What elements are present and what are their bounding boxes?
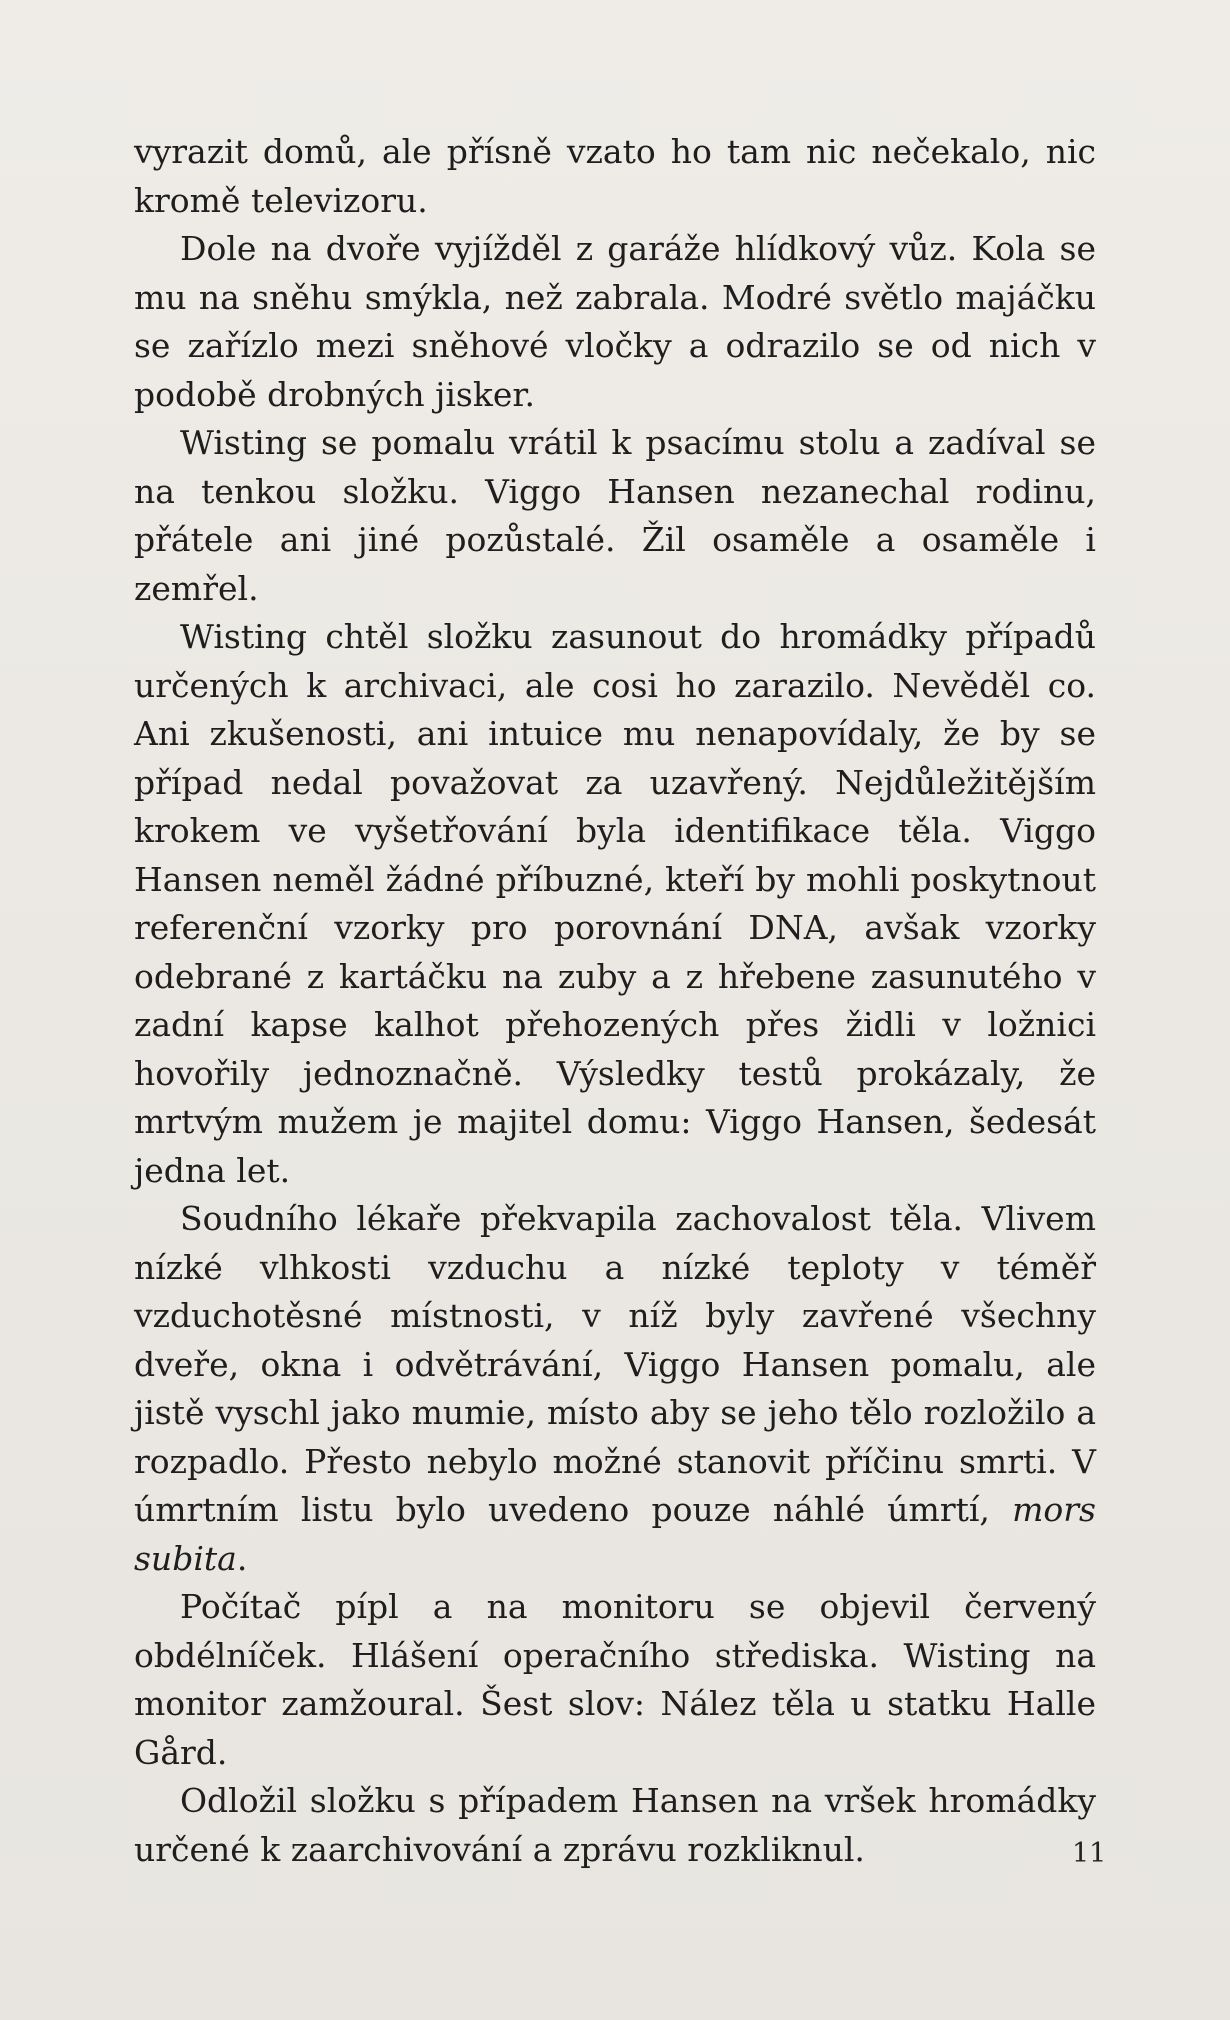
paragraph-5-italic: mors subita <box>134 1490 1096 1578</box>
page-number: 11 <box>1072 1838 1107 1869</box>
paragraph-2: Dole na dvoře vyjížděl z garáže hlídkový vůz. Kola se mu na sněhu smýkla, než zabrala. Modré světlo majáčku se zařízlo mezi sněhové vločky a odrazilo se od nich v podobě drobných jisker. <box>134 229 1096 414</box>
body-text <box>134 128 1096 1874</box>
paragraph-5-tail: . <box>236 1538 248 1578</box>
paragraph-1: vyrazit domů, ale přísně vzato ho tam nic nečekalo, nic kromě televizoru. <box>134 132 1096 220</box>
paragraph-6: Počítač pípl a na monitoru se objevil červený obdélníček. Hlášení operačního střediska. Wisting na monitor zamžoural. Šest slov: Nález těla u statku Halle Gård. <box>134 1587 1096 1772</box>
paragraph-4: Wisting chtěl složku zasunout do hromádky případů určených k archivaci, ale cosi ho zarazilo. Nevěděl co. Ani zkušenosti, ani intuice mu nenapovídaly, že by se případ nedal považovat za uzavřený. Nejdůležitějším krokem ve vyšetřování byla identifikace těla. Viggo Hansen neměl žádné příbuzné, kteří by mohli poskytnout referenční vzorky pro porovnání DNA, avšak vzorky odebrané z kartáčku na zuby a z hřebene zasunutého v zadní kapse kalhot přehozených přes židli v ložnici hovořily jednoznačně. Výsledky testů prokázaly, že mrtvým mužem je majitel domu: Viggo Hansen, šedesát jedna let. <box>134 617 1096 1190</box>
paragraph-3: Wisting se pomalu vrátil k psacímu stolu a zadíval se na tenkou složku. Viggo Hansen nezanechal rodinu, přátele ani jiné pozůstalé. Žil osaměle a osaměle i zemřel. <box>134 423 1096 608</box>
paragraph-5-text: Soudního lékaře překvapila zachovalost těla. Vlivem nízké vlhkosti vzduchu a nízké teploty v téměř vzduchotěsné místnosti, v níž byly zavřené všechny dveře, okna i odvětrávání, Viggo Hansen pomalu, ale jistě vyschl jako mumie, místo aby se jeho tělo rozložilo a rozpadlo. Přesto nebylo možné stanovit příčinu smrti. V úmrtním listu bylo uvedeno pouze náhlé úmrtí, <box>134 1199 1096 1529</box>
paragraph-7: Odložil složku s případem Hansen na vršek hromádky určené k zaarchivování a zprávu rozkliknul. <box>134 1781 1096 1869</box>
paragraph-5 <box>134 1195 1096 1583</box>
